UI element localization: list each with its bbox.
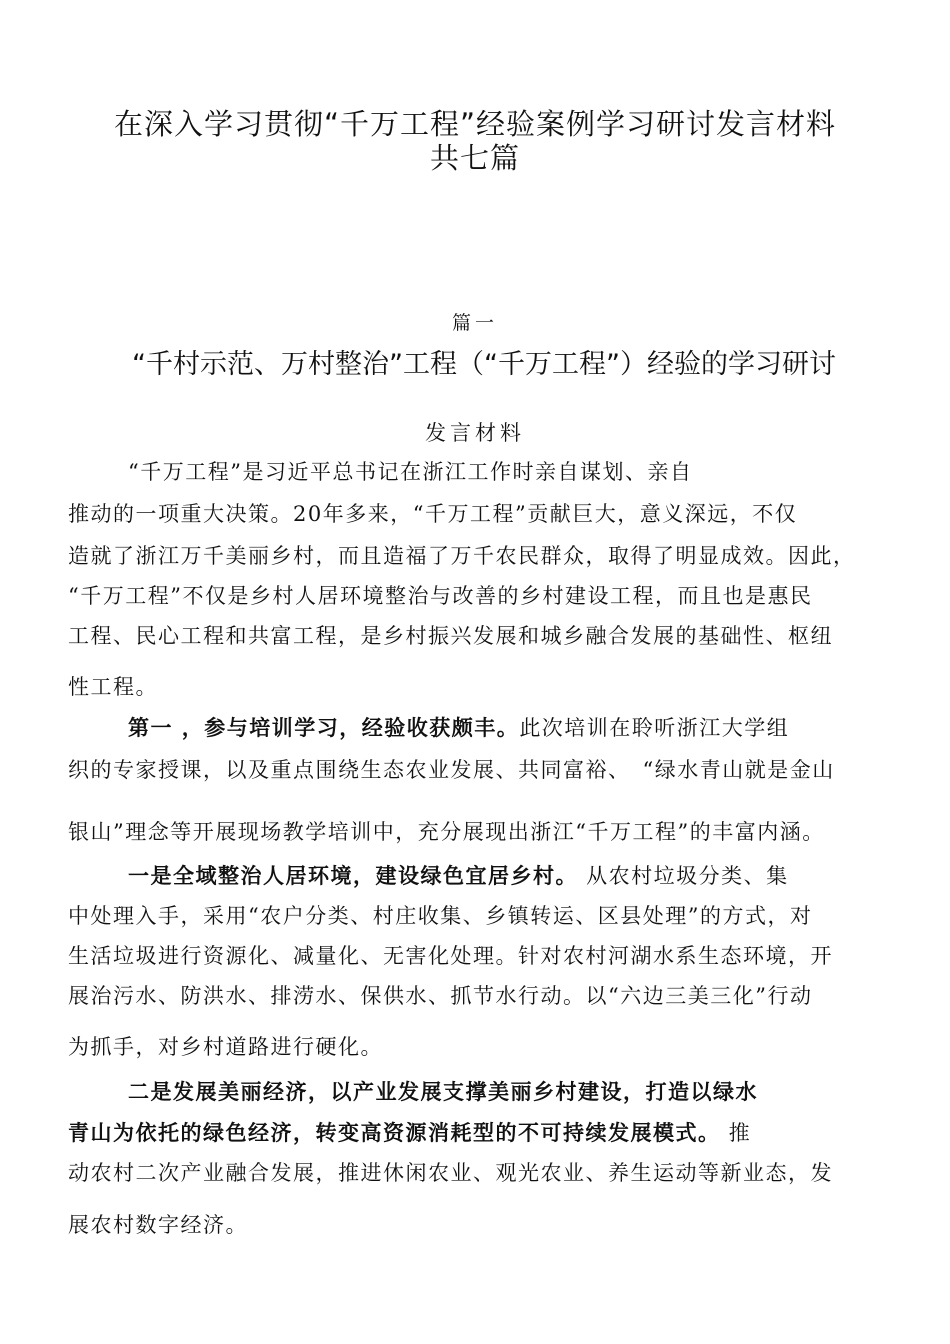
- para2-line-4: 展治污水、防洪水、排涝水、保供水、抓节水行动。以“六边三美三化”行动: [68, 984, 813, 1008]
- para3-bold-line2: 青山为依托的绿色经济，转变高资源消耗型的不可持续发展模式。: [68, 1120, 721, 1145]
- intro-line-4: “千万工程”不仅是乡村人居环境整治与改善的乡村建设工程，而且也是惠民: [68, 584, 813, 608]
- section-title: “千村示范、万村整治”工程（“千万工程”）经验的学习研讨: [132, 349, 836, 380]
- para2-line-1: [128, 862, 789, 890]
- para1-lead: 第一 ，参与培训学习，经验收获颇丰。: [128, 715, 520, 740]
- para2-lead: 一是全域整治人居环境，建设绿色宜居乡村。: [128, 863, 578, 888]
- intro-line-3: 造就了浙江万千美丽乡村，而且造福了万千农民群众，取得了明显成效。因此，: [68, 544, 856, 568]
- para1-line-2: 织的专家授课，以及重点围绕生态农业发展、共同富裕、 “绿水青山就是金山: [68, 758, 835, 782]
- para2-line-3: 生活垃圾进行资源化、减量化、无害化处理。针对农村河湖水系生态环境，开: [68, 944, 833, 968]
- section-subtitle: 发言材料: [425, 421, 525, 445]
- intro-line-2: 推动的一项重大决策。20年多来，“千万工程”贡献巨大，意义深远，不仅: [68, 502, 798, 526]
- para2-line-2: 中处理入手，采用“农户分类、村庄收集、乡镇转运、区县处理”的方式，对: [68, 904, 813, 928]
- para3-line-4: 展农村数字经济。: [68, 1213, 248, 1237]
- intro-line-5: 工程、民心工程和共富工程，是乡村振兴发展和城乡融合发展的基础性、枢纽: [68, 624, 833, 648]
- para3-rest: 推: [720, 1121, 752, 1145]
- document-title-line2: 共七篇: [429, 141, 520, 175]
- para3-line-1: 二是发展美丽经济，以产业发展支撑美丽乡村建设，打造以绿水: [128, 1079, 758, 1104]
- para2-line-5: 为抓手，对乡村道路进行硬化。: [68, 1035, 383, 1059]
- para1-line-3: 银山”理念等开展现场教学培训中，充分展现出浙江“千万工程”的丰富内涵。: [68, 820, 825, 844]
- intro-line-6: 性工程。: [68, 675, 158, 699]
- section-label: 篇一: [451, 312, 498, 334]
- para3-line-2: [68, 1119, 751, 1147]
- para1-rest: 此次培训在聆听浙江大学组: [519, 716, 790, 740]
- para2-rest: 从农村垃圾分类、集: [578, 864, 789, 888]
- para3-line-3: 动农村二次产业融合发展，推进休闲农业、观光农业、养生运动等新业态，发: [68, 1161, 833, 1185]
- para1-line-1: [128, 714, 789, 742]
- intro-line-1: “千万工程”是习近平总书记在浙江工作时亲自谋划、亲自: [128, 460, 693, 484]
- document-title-line1: 在深入学习贯彻“千万工程”经验案例学习研讨发言材料: [113, 107, 837, 141]
